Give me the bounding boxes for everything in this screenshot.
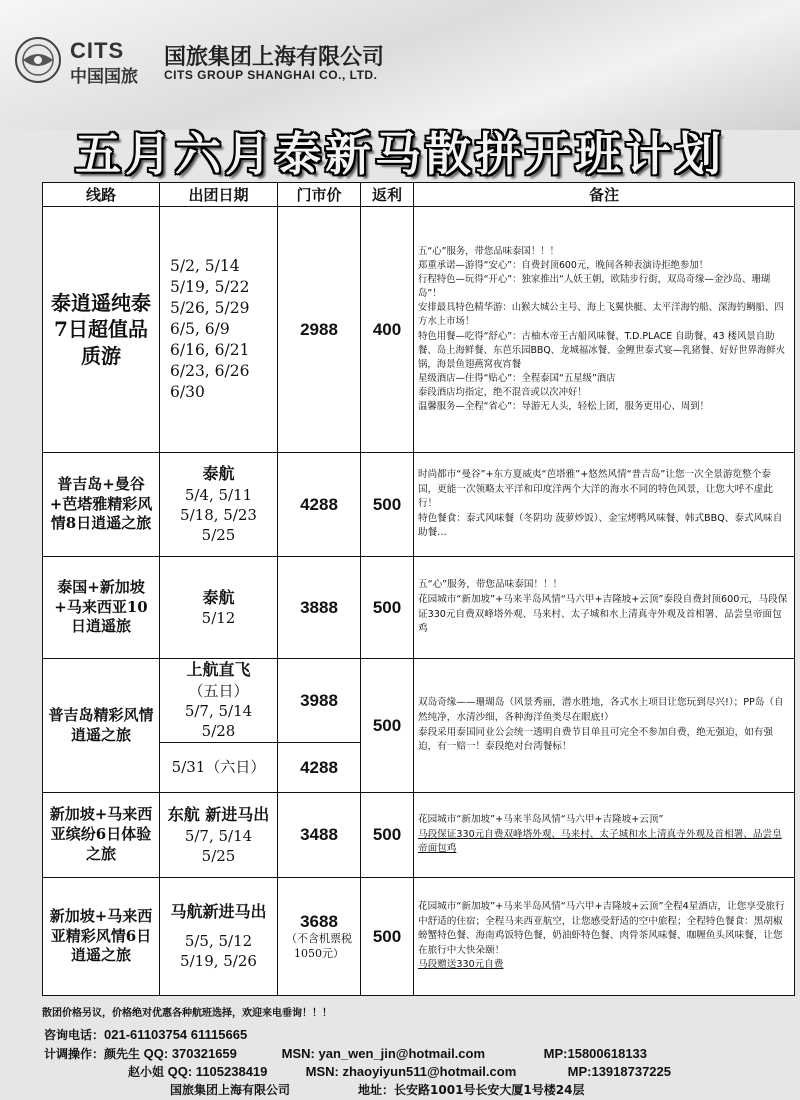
date-line: 5/12 [201,609,236,628]
date-line: 5/25 [201,846,236,865]
note-line: 五“心”服务，带您品味泰国！！！ [418,245,559,257]
notes-cell [414,453,795,557]
note-line: 时尚都市“曼谷”+东方夏威夷“芭塔雅”+悠然风情“普吉岛”让您一次全景游览整个泰国，更能一次领略太平洋和印度洋两个大洋的海水不同的特色风景，让您大呼不虚此行！ [418,469,773,510]
route-cell [43,659,160,793]
weekday-label: （五日） [188,681,249,700]
table-row [43,793,795,878]
company-name-cn: 国旅集团上海有限公司 [164,45,385,70]
route-name: 普吉岛精彩风情逍遥之旅 [48,705,154,744]
route-name: 普吉岛+曼谷+芭塔雅精彩风情8日逍遥之旅 [49,474,153,533]
company-name-en: CITS GROUP SHANGHAI CO., LTD. [164,68,378,82]
dates-cell [160,743,278,793]
dates-cell [160,557,278,659]
price-cell: 4288 [278,743,361,793]
price-cell: 3988 [278,659,361,743]
footer-note: 散团价格另议，价格绝对优惠各种航班选择，欢迎来电垂询！！！ [42,1008,332,1019]
route-name: 新加坡+马来西亚精彩风情6日逍遥之旅 [49,906,153,965]
date-line: 5/26, 5/29 [170,299,250,318]
note-line: 花园城市“新加坡”+马来半岛风情“马六甲+吉隆坡+云顶”泰段自费封顶600元，马段保证330元自费双峰塔外观、马来村、太子城和水上清真寺外观及首相署、品尝皇帝面包鸡 [418,593,788,635]
note-line: 泰段酒店均指定，绝不混音或以次冲好！ [418,386,587,398]
operator-name: 赵小姐 [128,1065,165,1079]
route-name: 泰逍遥纯泰7日超值品质游 [51,290,151,368]
header-notes: 备注 [414,183,795,207]
date-line: 5/28 [201,722,236,741]
date-line: 5/31（六日） [171,758,266,777]
rebate-cell: 500 [361,793,414,878]
route-name: 泰国+新加坡+马来西亚10日逍遥旅 [54,577,148,636]
date-line: 6/16, 6/21 [170,340,250,359]
notes-cell [414,659,795,793]
operator-name: 颜先生 [104,1047,141,1061]
contact-operator-line [128,1063,671,1080]
note-line: 泰段采用泰国同业公会统一透明自费节目单且可完全不参加自费，绝无强迫，如有强迫，有一赔一！泰段绝对台湾餐标！ [418,726,773,753]
notes-cell [414,557,795,659]
contact-phone-line [44,1026,247,1043]
price-note: （不含机票税1050元） [286,932,352,960]
page-title: 五月六月泰新马散拼开班计划 [75,127,725,181]
dates-cell [160,878,278,996]
date-line: 6/5, 6/9 [170,320,230,339]
price-cell: 4288 [278,453,361,557]
table-row [43,878,795,996]
route-name: 新加坡+马来西亚缤纷6日体验之旅 [49,805,153,863]
note-line: 花园城市“新加坡”+马来半岛风情“马六甲+吉隆坡+云顶”全程4星酒店，让您享受旅行中舒适的住宿；全程马来西亚航空，让您感受舒适的空中旅程；全程特色餐食：黑胡椒螃蟹特色餐、海南鸡饭特色餐，奶油虾特色餐、肉骨茶风味餐、咖喱鱼头风味餐，让您在旅行中大快朵颐！ [418,901,785,956]
table-row [43,207,795,453]
route-cell [43,557,160,659]
airline-label: 泰航 [202,464,235,484]
address: 长安路1001号长安大厦1号楼24层 [394,1083,585,1097]
dates-cell [160,207,278,453]
operator-msn: MSN: zhaoyiyun511@hotmail.com [305,1064,517,1079]
route-cell [43,793,160,878]
route-cell [43,453,160,557]
airline-label: 泰航 [202,587,235,607]
price-cell: 2988 [278,207,361,453]
date-line: 5/7, 5/14 [184,702,253,721]
airline-label: 东航 新进马出 [167,804,270,824]
date-line: 5/19, 5/26 [180,952,257,971]
date-line: 6/30 [170,382,205,401]
header-banner [0,0,800,130]
route-cell [43,207,160,453]
tour-schedule-table [42,182,795,996]
header-rebate: 返利 [361,183,414,207]
date-line: 6/23, 6/26 [170,361,250,380]
table-header-row [43,183,795,207]
date-line: 5/19, 5/22 [170,278,250,297]
cits-logo-icon [14,36,62,84]
table-row [43,557,795,659]
rebate-cell: 400 [361,207,414,453]
note-line: 特色用餐—吃得“舒心”：古柚木帝王古船风味餐、T.D.PLACE 自助餐、43 楼风景自助餐、岛上海鲜餐、东芭乐园BBQ、龙城福冰餐、金鲤世泰式宴—乳猪餐、好好世界海鲜火锅，海景鱼翅燕窝夜宵餐 [418,330,786,370]
airline-label: 马航新进马出 [170,902,267,922]
contact-address-line [170,1081,584,1098]
rebate-cell: 500 [361,557,414,659]
dates-cell [160,793,278,878]
route-cell [43,878,160,996]
price-cell: 3488 [278,793,361,878]
operator-mobile: MP:15800618133 [543,1046,648,1061]
notes-cell [414,793,795,878]
contact-operator-line [44,1045,647,1062]
airline-label: 上航直飞 [186,660,251,680]
price-value: 3688 [300,912,338,932]
date-line: 5/18, 5/23 [180,506,257,525]
header-route: 线路 [43,183,160,207]
price-cell: 3888 [278,557,361,659]
brand-en: CITS [70,38,125,63]
date-line: 5/5, 5/12 [184,932,253,951]
note-line: 星级酒店—住得“贴心”：全程泰国“五星级”酒店 [418,372,616,384]
address-label: 地址： [358,1083,395,1097]
note-line: 双岛奇缘——珊瑚岛（风景秀丽，潜水胜地，各式水上项目让您玩到尽兴!）；PP岛（自然纯净，水清沙细，各种海洋鱼类尽在眼底!） [418,697,784,723]
note-line: 郑重承诺—游得“安心”：自费封顶600元，晚间各种表演诗拒绝参加！ [418,259,709,271]
operator-qq: QQ: 370321659 [143,1046,237,1061]
table-row [43,659,795,743]
note-line: 花园城市“新加坡”+马来半岛风情“马六甲+吉隆坡+云顶” [418,814,664,826]
note-line: 马段赠送330元自费 [418,959,504,971]
dates-cell [160,453,278,557]
rebate-cell: 500 [361,453,414,557]
notes-cell [414,207,795,453]
note-line: 行程特色—玩得“开心”：独家推出“人妖王朝，欧陆步行街，双岛奇缘—金沙岛、珊瑚岛”！ [418,274,771,300]
rebate-cell: 500 [361,659,414,793]
note-line: 马段保证330元自费双峰塔外观、马来村、太子城和水上清真寺外观及首相署、品尝皇帝面包鸡 [418,828,782,855]
phone-numbers: 021-61103754 61115665 [104,1027,248,1042]
note-line: 五“心”服务，带您品味泰国！！！ [418,579,563,591]
date-line: 5/4, 5/11 [184,485,253,504]
operator-mobile: MP:13918737225 [567,1064,671,1079]
note-line: 温馨服务—全程“省心”：导游无人头，轻松上团，服务更用心、周到！ [418,401,709,413]
operator-label: 计调操作： [44,1047,105,1061]
operator-msn: MSN: yan_wen_jin@hotmail.com [281,1046,486,1061]
phone-label: 咨询电话： [44,1028,105,1042]
table-row [43,453,795,557]
date-line: 5/2, 5/14 [170,257,240,276]
date-line: 5/25 [201,526,236,545]
header-price: 门市价 [278,183,361,207]
date-line: 5/7, 5/14 [184,826,253,845]
dates-cell [160,659,278,743]
operator-qq: QQ: 1105238419 [167,1064,268,1079]
note-line: 特色餐食：泰式风味餐（冬阴功 菠萝炒饭）、金宝烤鸭风味餐、韩式BBQ、泰式风味自助餐… [418,512,783,539]
brand-cn: 中国国旅 [70,67,138,87]
note-line: 安排最具特色精华游：山猴大城公主号、海上飞翼快艇、太平洋海钓船、深海钓鲷船、四方水上市场！ [418,302,784,328]
rebate-cell: 500 [361,878,414,996]
notes-cell [414,878,795,996]
footer-company: 国旅集团上海有限公司 [170,1083,291,1097]
price-cell [278,878,361,996]
header-dates: 出团日期 [160,183,278,207]
